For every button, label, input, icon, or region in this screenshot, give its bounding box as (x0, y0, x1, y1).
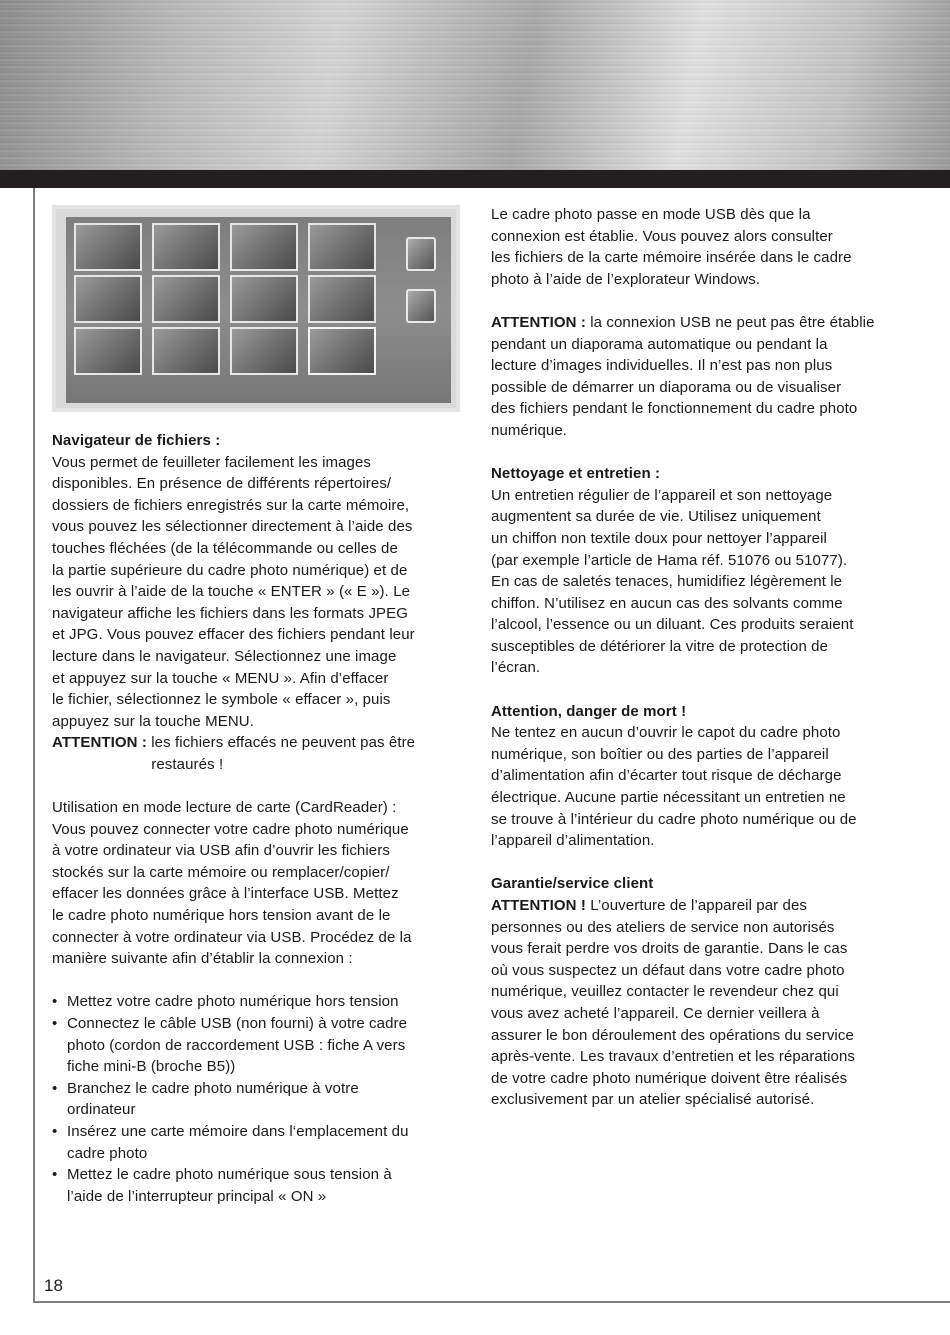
text-line: restaurés ! (151, 755, 224, 773)
text-line: les fichiers effacés ne peuvent pas être (151, 734, 416, 752)
thumbnail-image (308, 327, 376, 375)
cleaning-heading: Nettoyage et entretien : (491, 465, 661, 483)
text-line: ordinateur (67, 1101, 136, 1119)
text-line: cadre photo (67, 1144, 148, 1162)
list-item (52, 1164, 444, 1207)
text-line: vous ferait perdre vos droits de garantie. Dans le cas (491, 940, 848, 958)
text-line: les fichiers de la carte mémoire insérée dans le cadre (491, 249, 852, 267)
bullet-icon: • (52, 1123, 58, 1140)
text-line: Le cadre photo passe en mode USB dès que la (491, 206, 811, 223)
text-line: un chiffon non textile doux pour nettoyer l’appareil (491, 529, 827, 547)
text-line: Mettez le cadre photo numérique sous tension à (67, 1166, 392, 1184)
text-line: photo à l’aide de l’explorateur Windows. (491, 270, 761, 288)
warranty-attention (491, 895, 903, 917)
text-line: de votre cadre photo numérique doivent être réalisés (491, 1069, 848, 1087)
thumbnail-image (230, 223, 298, 271)
text-line: numérique, veuillez contacter le revendeur chez qui (491, 983, 839, 1001)
text-line: lecture dans le navigateur. Sélectionnez une image (52, 647, 397, 665)
text-line: photo (cordon de raccordement USB : fiche A vers (67, 1036, 406, 1054)
header-texture-band (0, 0, 950, 170)
text-line: l’aide de l’interrupteur principal « ON » (67, 1187, 327, 1205)
text-line: le cadre photo numérique hors tension avant de le (52, 907, 391, 925)
file-browser-thumbnail-grid (66, 217, 451, 403)
text-line: les ouvrir à l’aide de la touche « ENTER » (« E »). Le (52, 583, 411, 601)
text-line: l’alcool, l’essence ou un diluant. Ces produits seraient (491, 616, 854, 634)
thumbnail-image (74, 327, 142, 375)
attention-label: ATTENTION : (52, 734, 152, 752)
thumbnail-image (74, 275, 142, 323)
text-line: à votre ordinateur via USB afin d’ouvrir les fichiers (52, 842, 390, 860)
text-line: Insérez une carte mémoire dans l‘emplacement du (67, 1123, 409, 1140)
text-line: susceptibles de détériorer la vitre de protection de (491, 637, 829, 655)
attention-note (52, 732, 444, 775)
thumbnail-image (74, 223, 142, 271)
text-line: Branchez le cadre photo numérique à votre (67, 1079, 359, 1097)
thumbnail-image (308, 223, 376, 271)
text-line: navigateur affiche les fichiers dans les formats JPEG (52, 604, 409, 622)
thumbnail-image (152, 275, 220, 323)
photo-folder-icon (406, 289, 436, 323)
text-line: Utilisation en mode lecture de carte (CardReader) : (52, 799, 397, 817)
page-frame-left-rule (33, 188, 35, 1303)
text-line: électrique. Aucune partie nécessitant un entretien ne (491, 789, 846, 807)
attention-label: ATTENTION : (491, 313, 591, 331)
text-line: (par exemple l’article de Hama réf. 51076 ou 51077). (491, 551, 848, 569)
text-line: d’alimentation afin d’écarter tout risque de décharge (491, 767, 842, 785)
attention-note (491, 312, 903, 334)
text-line: connecter à votre ordinateur via USB. Procédez de la (52, 928, 412, 946)
text-line: stockés sur la carte mémoire ou remplacer/copier/ (52, 863, 390, 881)
list-item (52, 1013, 444, 1078)
text-line: l’écran. (491, 659, 541, 677)
text-line: possible de démarrer un diaporama ou de visualiser (491, 378, 842, 396)
left-column (52, 430, 444, 1207)
text-line: Mettez votre cadre photo numérique hors tension (67, 993, 399, 1011)
text-line: pendant un diaporama automatique ou pendant la (491, 335, 828, 353)
text-line: se trouve à l’intérieur du cadre photo numérique ou de (491, 810, 857, 828)
text-line: et JPG. Vous pouvez effacer des fichiers pendant leur (52, 626, 415, 644)
navigator-heading: Navigateur de fichiers : (52, 432, 221, 449)
text-line: et appuyez sur la touche « MENU ». Afin d’effacer (52, 669, 389, 687)
text-line: L’ouverture de l’appareil par des (590, 897, 808, 914)
page-number: 18 (44, 1276, 63, 1295)
text-line: vous avez acheté l’appareil. Ce dernier veillera à (491, 1004, 820, 1022)
danger-heading: Attention, danger de mort ! (491, 702, 687, 720)
text-line: exclusivement par un atelier spécialisé autorisé. (491, 1091, 815, 1109)
attention-text (151, 732, 444, 775)
text-line: personnes ou des ateliers de service non autorisés (491, 918, 835, 936)
file-browser-screenshot (52, 205, 460, 412)
thumbnail-image (230, 275, 298, 323)
music-folder-icon (406, 237, 436, 271)
list-item (52, 1121, 444, 1164)
bullet-icon: • (52, 1079, 58, 1097)
text-line: où vous suspectez un défaut dans votre cadre photo (491, 961, 845, 979)
text-line: dossiers de fichiers enregistrés sur la carte mémoire, (52, 496, 410, 514)
text-line: disponibles. En présence de différents répertoires/ (52, 475, 392, 493)
text-line: numérique, son boîtier ou des parties de l’appareil (491, 745, 829, 763)
list-item (52, 1078, 444, 1121)
text-line: lecture d’images individuelles. Il n’est pas non plus (491, 357, 833, 375)
text-line: manière suivante afin d’établir la connexion : (52, 950, 353, 968)
text-line: Connectez le câble USB (non fourni) à votre cadre (67, 1015, 408, 1033)
text-line: appuyez sur la touche MENU. (52, 712, 254, 730)
text-line: touches fléchées (de la télécommande ou celles de (52, 539, 398, 557)
text-line: Un entretien régulier de l’appareil et son nettoyage (491, 486, 833, 504)
text-line: Ne tentez en aucun d’ouvrir le capot du cadre photo (491, 724, 841, 742)
connection-steps-list (52, 991, 444, 1207)
text-line: la partie supérieure du cadre photo numérique) et de (52, 561, 408, 579)
thumbnail-image (230, 327, 298, 375)
text-line: connexion est établie. Vous pouvez alors consulter (491, 227, 833, 245)
bullet-icon: • (52, 993, 58, 1011)
text-line: l’appareil d’alimentation. (491, 832, 655, 850)
thumbnail-image (152, 223, 220, 271)
header-black-bar (0, 170, 950, 188)
text-line: le fichier, sélectionnez le symbole « effacer », puis (52, 691, 391, 709)
thumbnail-image (308, 275, 376, 323)
list-item (52, 991, 444, 1013)
bullet-icon: • (52, 1015, 58, 1033)
text-line: chiffon. N’utilisez en aucun cas des solvants comme (491, 594, 843, 612)
bullet-icon: • (52, 1166, 58, 1184)
text-line: effacer les données grâce à l’interface USB. Mettez (52, 885, 399, 903)
attention-label: ATTENTION ! (491, 897, 591, 914)
text-line: fiche mini-B (broche B5)) (67, 1058, 236, 1076)
warranty-heading: Garantie/service client (491, 875, 654, 893)
text-line: des fichiers pendant le fonctionnement du cadre photo (491, 400, 858, 418)
text-line: En cas de saletés tenaces, humidifiez légèrement le (491, 573, 843, 591)
text-line: assurer le bon déroulement des opérations du service (491, 1026, 854, 1044)
text-line: Vous permet de feuilleter facilement les images (52, 453, 372, 471)
text-line: Vous pouvez connecter votre cadre photo numérique (52, 820, 409, 838)
text-line: après-vente. Les travaux d’entretien et les réparations (491, 1048, 856, 1066)
thumbnail-image (152, 327, 220, 375)
text-line: la connexion USB ne peut pas être établie (590, 313, 875, 331)
text-line: augmentent sa durée de vie. Utilisez uniquement (491, 508, 821, 526)
right-column (491, 204, 903, 1111)
page-frame-bottom-rule (33, 1301, 950, 1303)
text-line: vous pouvez les sélectionner directement à l’aide des (52, 518, 413, 536)
text-line: numérique. (491, 421, 568, 439)
